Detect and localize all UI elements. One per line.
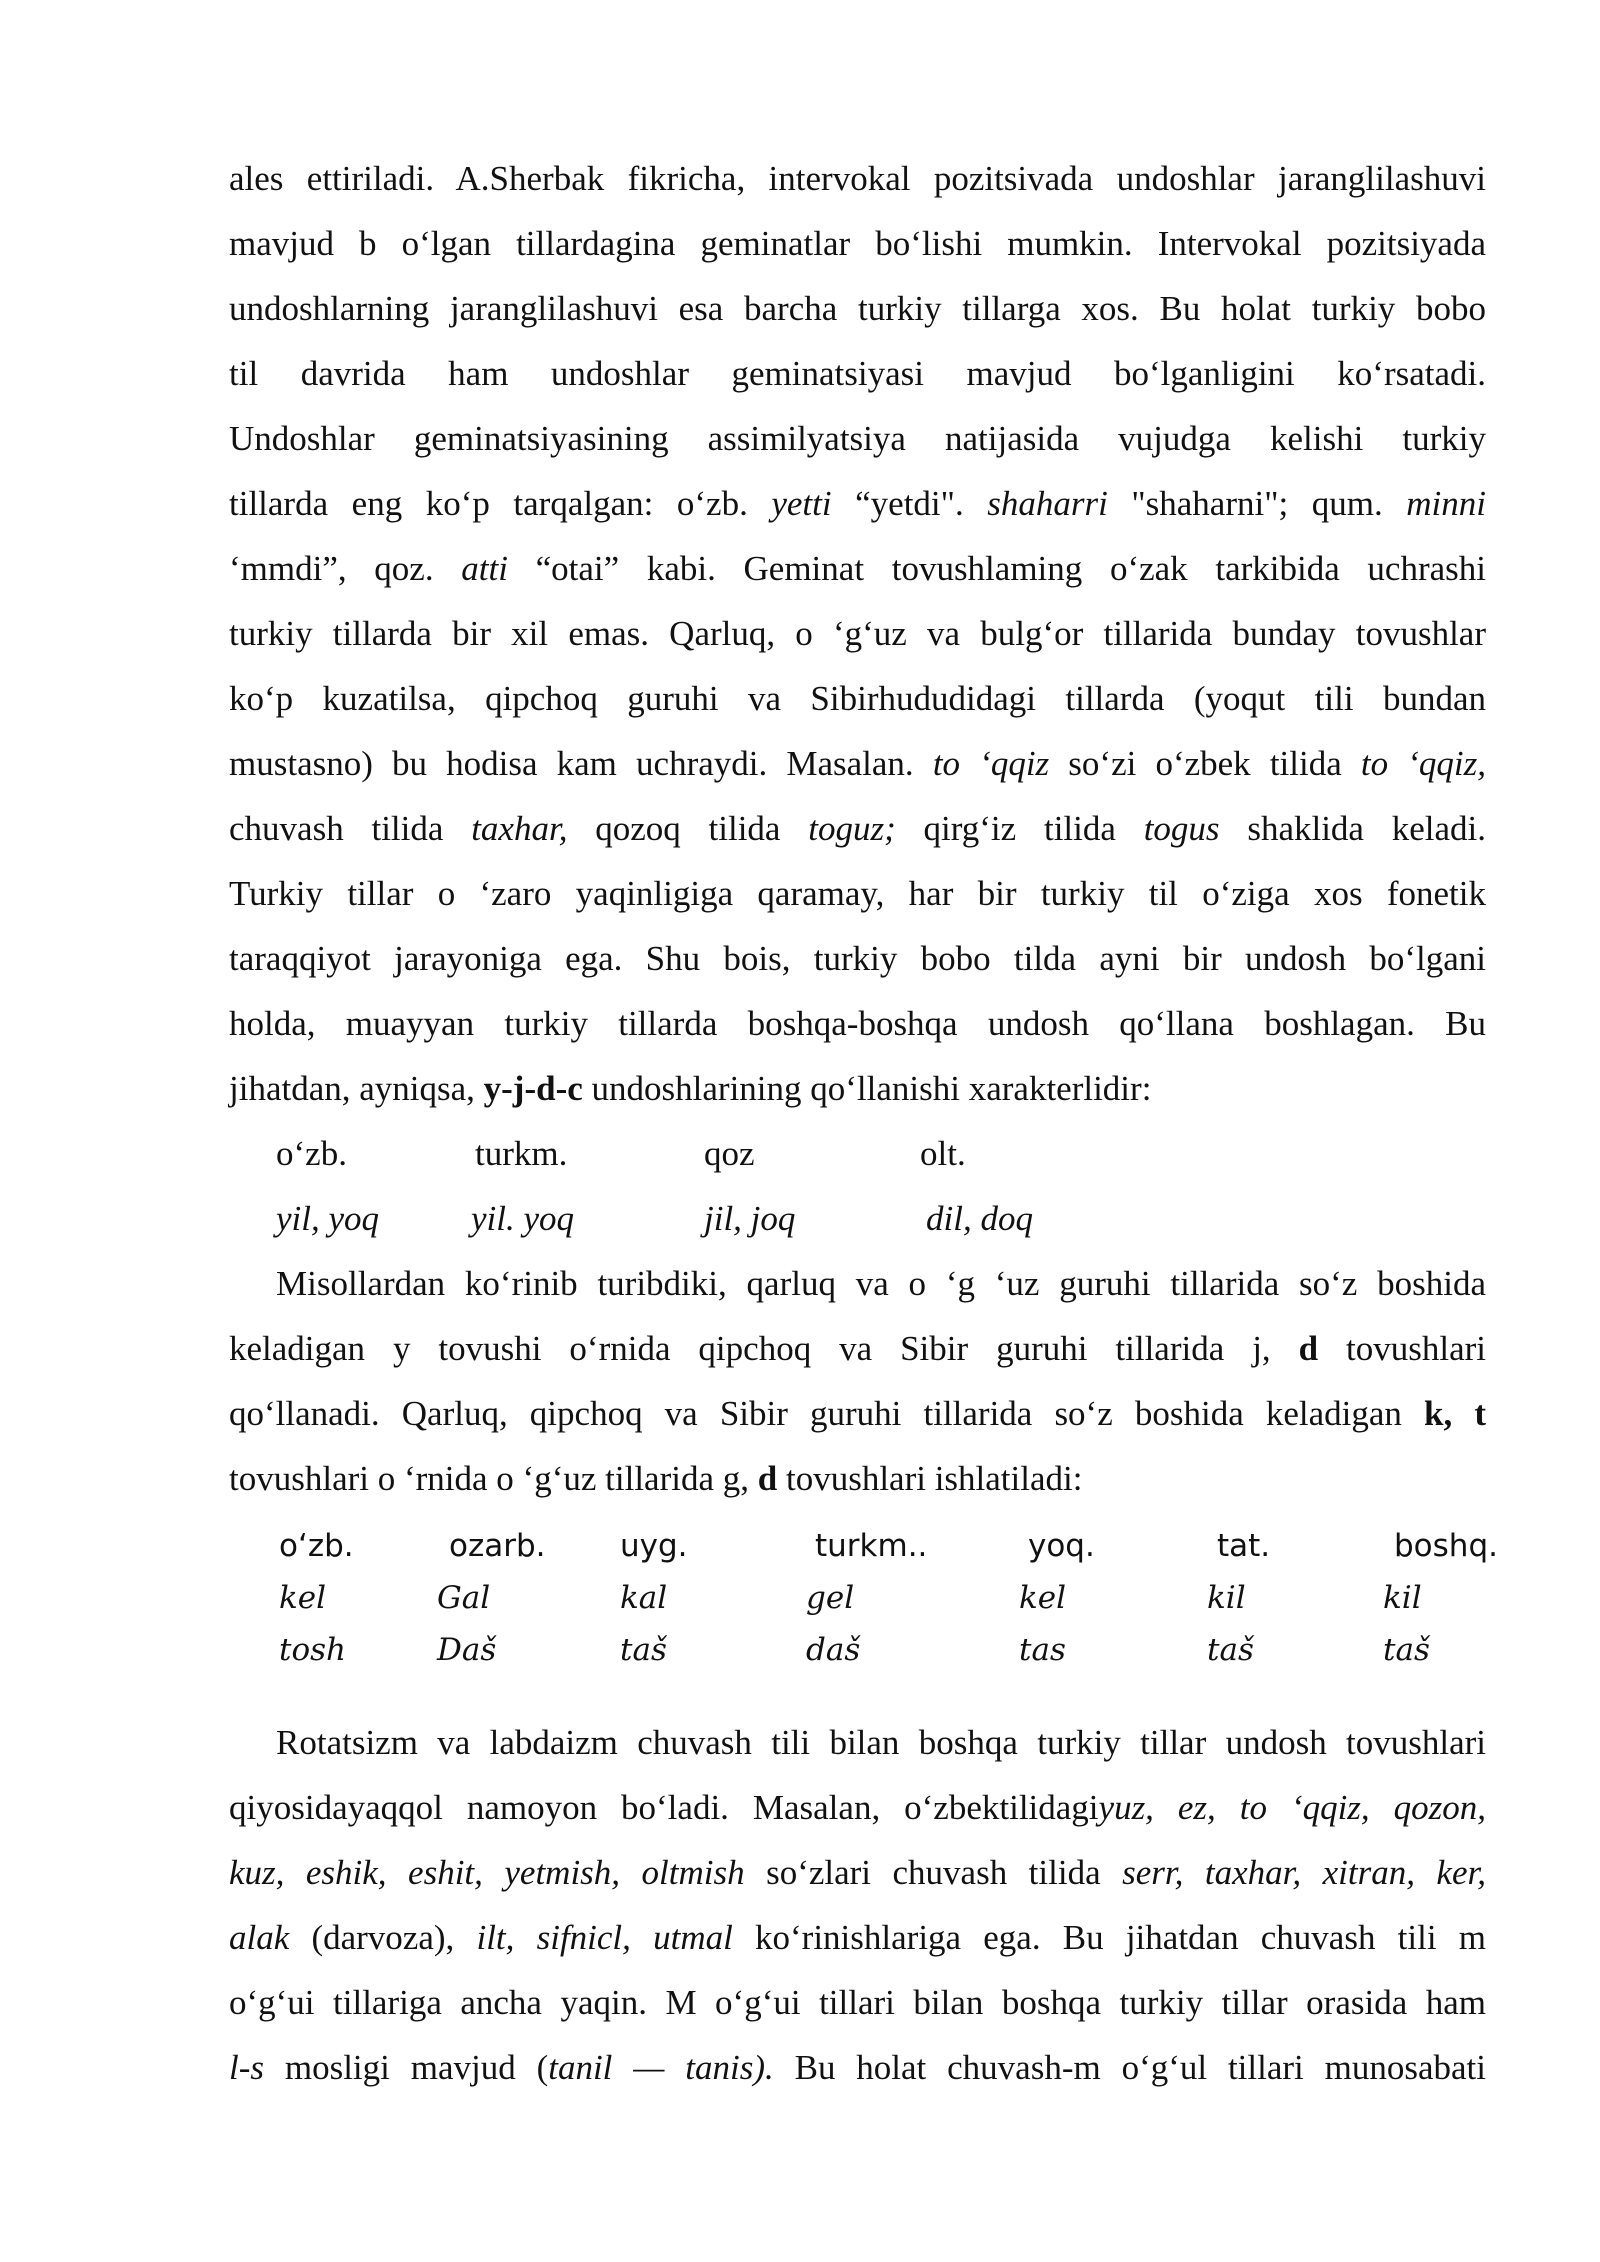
table-header-cell: turkm.. bbox=[815, 1528, 928, 1564]
text-segment: Misollardan ko‘rinib turibdiki, qarluq va o ‘g ‘uz guruhi tillarida so‘z boshida bbox=[276, 1264, 1486, 1303]
italic-word: yetti bbox=[771, 484, 832, 523]
text-segment: "shaharni"; qum. bbox=[1107, 484, 1407, 523]
italic-word: serr, taxhar, xitran, ker, bbox=[1122, 1853, 1486, 1892]
text-segment: ko‘rinishlariga ega. Bu jihatdan chuvash tili m bbox=[732, 1918, 1486, 1957]
bold-word: y-j-d-c bbox=[483, 1069, 583, 1108]
table-header-cell: ozarb. bbox=[449, 1528, 546, 1564]
text-segment: ko‘p kuzatilsa, qipchoq guruhi va Sibirhududidagi tillarda (yoqut tili bundan bbox=[229, 679, 1486, 718]
table-header-cell: yoq. bbox=[1028, 1528, 1095, 1564]
text-line bbox=[229, 731, 1486, 796]
text-line bbox=[229, 1316, 1486, 1381]
text-segment: qozoq tilida bbox=[567, 809, 809, 848]
text-line bbox=[229, 601, 1486, 666]
example-header-row bbox=[229, 1121, 1486, 1186]
table-header-cell: boshq. bbox=[1394, 1528, 1498, 1564]
text-line bbox=[229, 1970, 1486, 2035]
example-table bbox=[279, 1528, 1509, 1684]
text-segment: chuvash tilida bbox=[229, 809, 472, 848]
text-line bbox=[229, 1905, 1486, 1970]
text-segment: qiyosidayaqqol namoyon bo‘ladi. Masalan, o‘zbektilidagi bbox=[229, 1788, 1099, 1827]
text-segment: mosligi mavjud ( bbox=[264, 2048, 549, 2087]
text-segment: taraqqiyot jarayoniga ega. Shu bois, turkiy bobo tilda ayni bir undosh bo‘lgani bbox=[229, 939, 1486, 978]
text-line bbox=[229, 1056, 1486, 1121]
table-cell: daš bbox=[806, 1632, 861, 1668]
table-cell: Gal bbox=[437, 1580, 491, 1616]
italic-word: to ‘qqiz bbox=[932, 744, 1050, 783]
italic-word: tanil — tanis). bbox=[548, 2048, 774, 2087]
example-header: o‘zb. bbox=[276, 1134, 347, 1173]
italic-word: kuz, eshik, eshit, yetmish, oltmish bbox=[229, 1853, 745, 1892]
italic-word: l-s bbox=[229, 2048, 264, 2087]
example-word: yil, yoq bbox=[276, 1199, 380, 1238]
italic-word: ilt, sifnicl, utmal bbox=[476, 1918, 733, 1957]
text-segment: til davrida ham undoshlar geminatsiyasi mavjud bo‘lganligini ko‘rsatadi. bbox=[229, 354, 1486, 393]
text-line bbox=[229, 1251, 1486, 1316]
example-word-row bbox=[229, 1186, 1486, 1251]
text-line bbox=[229, 1840, 1486, 1905]
text-segment: jihatdan, ayniqsa, bbox=[229, 1069, 484, 1108]
text-line bbox=[229, 2035, 1486, 2100]
table-header-cell: uyg. bbox=[620, 1528, 688, 1564]
italic-word: shaharri bbox=[987, 484, 1108, 523]
text-line bbox=[229, 276, 1486, 341]
text-line bbox=[229, 796, 1486, 861]
text-segment: mustasno) bu hodisa kam uchraydi. Masalan. bbox=[229, 744, 933, 783]
text-segment: Rotatsizm va labdaizm chuvash tili bilan boshqa turkiy tillar undosh tovushlari bbox=[276, 1723, 1486, 1762]
text-segment: o‘g‘ui tillariga ancha yaqin. M o‘g‘ui tillari bilan boshqa turkiy tillar orasida ham bbox=[229, 1983, 1486, 2022]
text-segment: Undoshlar geminatsiyasining assimilyatsiya natijasida vujudga kelishi turkiy bbox=[229, 419, 1486, 458]
body-text bbox=[229, 146, 1486, 1511]
text-segment: so‘zlari chuvash tilida bbox=[744, 1853, 1123, 1892]
text-segment: tovushlari ishlatiladi: bbox=[777, 1459, 1083, 1498]
text-line bbox=[229, 666, 1486, 731]
italic-word: taxhar, bbox=[471, 809, 568, 848]
text-segment: ales ettiriladi. A.Sherbak fikricha, intervokal pozitsivada undoshlar jaranglilashuvi bbox=[229, 159, 1486, 198]
italic-word: atti bbox=[461, 549, 508, 588]
table-cell: tas bbox=[1019, 1632, 1066, 1668]
table-cell: tosh bbox=[279, 1632, 346, 1668]
text-segment: “yetdi". bbox=[831, 484, 988, 523]
text-line bbox=[229, 1381, 1486, 1446]
example-word: jil, joq bbox=[704, 1199, 796, 1238]
text-segment: ‘mmdi”, qoz. bbox=[229, 549, 462, 588]
text-segment: keladigan y tovushi o‘rnida qipchoq va Sibir guruhi tillarida j, bbox=[229, 1329, 1299, 1368]
text-line bbox=[229, 471, 1486, 536]
text-line bbox=[229, 1710, 1486, 1775]
text-segment: qirg‘iz tilida bbox=[895, 809, 1144, 848]
table-header-cell: tat. bbox=[1217, 1528, 1271, 1564]
table-cell: kil bbox=[1383, 1580, 1422, 1616]
text-line bbox=[229, 991, 1486, 1056]
text-segment: Bu holat chuvash-m o‘g‘ul tillari munosabati bbox=[773, 2048, 1486, 2087]
italic-word: toguz; bbox=[808, 809, 896, 848]
text-segment: tillarda eng ko‘p tarqalgan: o‘zb. bbox=[229, 484, 772, 523]
example-header: olt. bbox=[920, 1134, 966, 1173]
table-cell: kil bbox=[1207, 1580, 1246, 1616]
text-segment: holda, muayyan turkiy tillarda boshqa-boshqa undosh qo‘llana boshlagan. Bu bbox=[229, 1004, 1486, 1043]
example-word: yil. yoq bbox=[471, 1199, 575, 1238]
text-segment: “otai” kabi. Geminat tovushlaming o‘zak tarkibida uchrashi bbox=[507, 549, 1486, 588]
text-segment: turkiy tillarda bir xil emas. Qarluq, o ‘g‘uz va bulg‘or tillarida bunday tovushlar bbox=[229, 614, 1486, 653]
text-segment: shaklida keladi. bbox=[1219, 809, 1487, 848]
example-header: qoz bbox=[704, 1134, 755, 1173]
table-cell: kel bbox=[1019, 1580, 1067, 1616]
text-line bbox=[229, 406, 1486, 471]
text-segment: undoshlarining qo‘llanishi xarakterlidir: bbox=[582, 1069, 1152, 1108]
italic-word: togus bbox=[1143, 809, 1220, 848]
text-segment: tovushlari o ‘rnida o ‘g‘uz tillarida g, bbox=[229, 1459, 758, 1498]
text-segment: Turkiy tillar o ‘zaro yaqinligiga qaramay, har bir turkiy til o‘ziga xos fonetik bbox=[229, 874, 1486, 913]
italic-word: yuz, ez, to ‘qqiz, qozon, bbox=[1098, 1788, 1486, 1827]
text-segment: undoshlarning jaranglilashuvi esa barcha turkiy tillarga xos. Bu holat turkiy bobo bbox=[229, 289, 1486, 328]
table-header-cell: o‘zb. bbox=[279, 1528, 354, 1564]
text-line bbox=[229, 341, 1486, 406]
table-cell: taš bbox=[1207, 1632, 1254, 1668]
text-line bbox=[229, 1775, 1486, 1840]
italic-word: alak bbox=[229, 1918, 290, 1957]
table-cell: gel bbox=[806, 1580, 855, 1616]
text-line bbox=[229, 146, 1486, 211]
text-segment: (darvoza), bbox=[289, 1918, 477, 1957]
body-text-continued bbox=[229, 1710, 1486, 2100]
text-line bbox=[229, 211, 1486, 276]
text-segment: mavjud b o‘lgan tillardagina geminatlar bo‘lishi mumkin. Intervokal pozitsiyada bbox=[229, 224, 1486, 263]
table-cell: Daš bbox=[437, 1632, 497, 1668]
table-cell: kal bbox=[620, 1580, 668, 1616]
bold-word: d bbox=[1298, 1329, 1319, 1368]
text-line bbox=[229, 1446, 1486, 1511]
text-segment: tovushlari bbox=[1318, 1329, 1486, 1368]
text-line bbox=[229, 861, 1486, 926]
table-cell: kel bbox=[279, 1580, 327, 1616]
example-table-row bbox=[279, 1580, 1509, 1632]
table-cell: taš bbox=[620, 1632, 667, 1668]
example-word: dil, doq bbox=[926, 1199, 1033, 1238]
italic-word: minni bbox=[1406, 484, 1487, 523]
bold-word: k, t bbox=[1424, 1394, 1486, 1433]
text-line bbox=[229, 926, 1486, 991]
example-header: turkm. bbox=[475, 1134, 568, 1173]
bold-word: d bbox=[757, 1459, 778, 1498]
example-table-header bbox=[279, 1528, 1509, 1580]
text-segment: so‘zi o‘zbek tilida bbox=[1049, 744, 1361, 783]
example-table-row bbox=[279, 1632, 1509, 1684]
text-segment: qo‘llanadi. Qarluq, qipchoq va Sibir guruhi tillarida so‘z boshida keladigan bbox=[229, 1394, 1425, 1433]
text-line bbox=[229, 536, 1486, 601]
table-cell: taš bbox=[1383, 1632, 1430, 1668]
italic-word: to ‘qqiz, bbox=[1360, 744, 1486, 783]
